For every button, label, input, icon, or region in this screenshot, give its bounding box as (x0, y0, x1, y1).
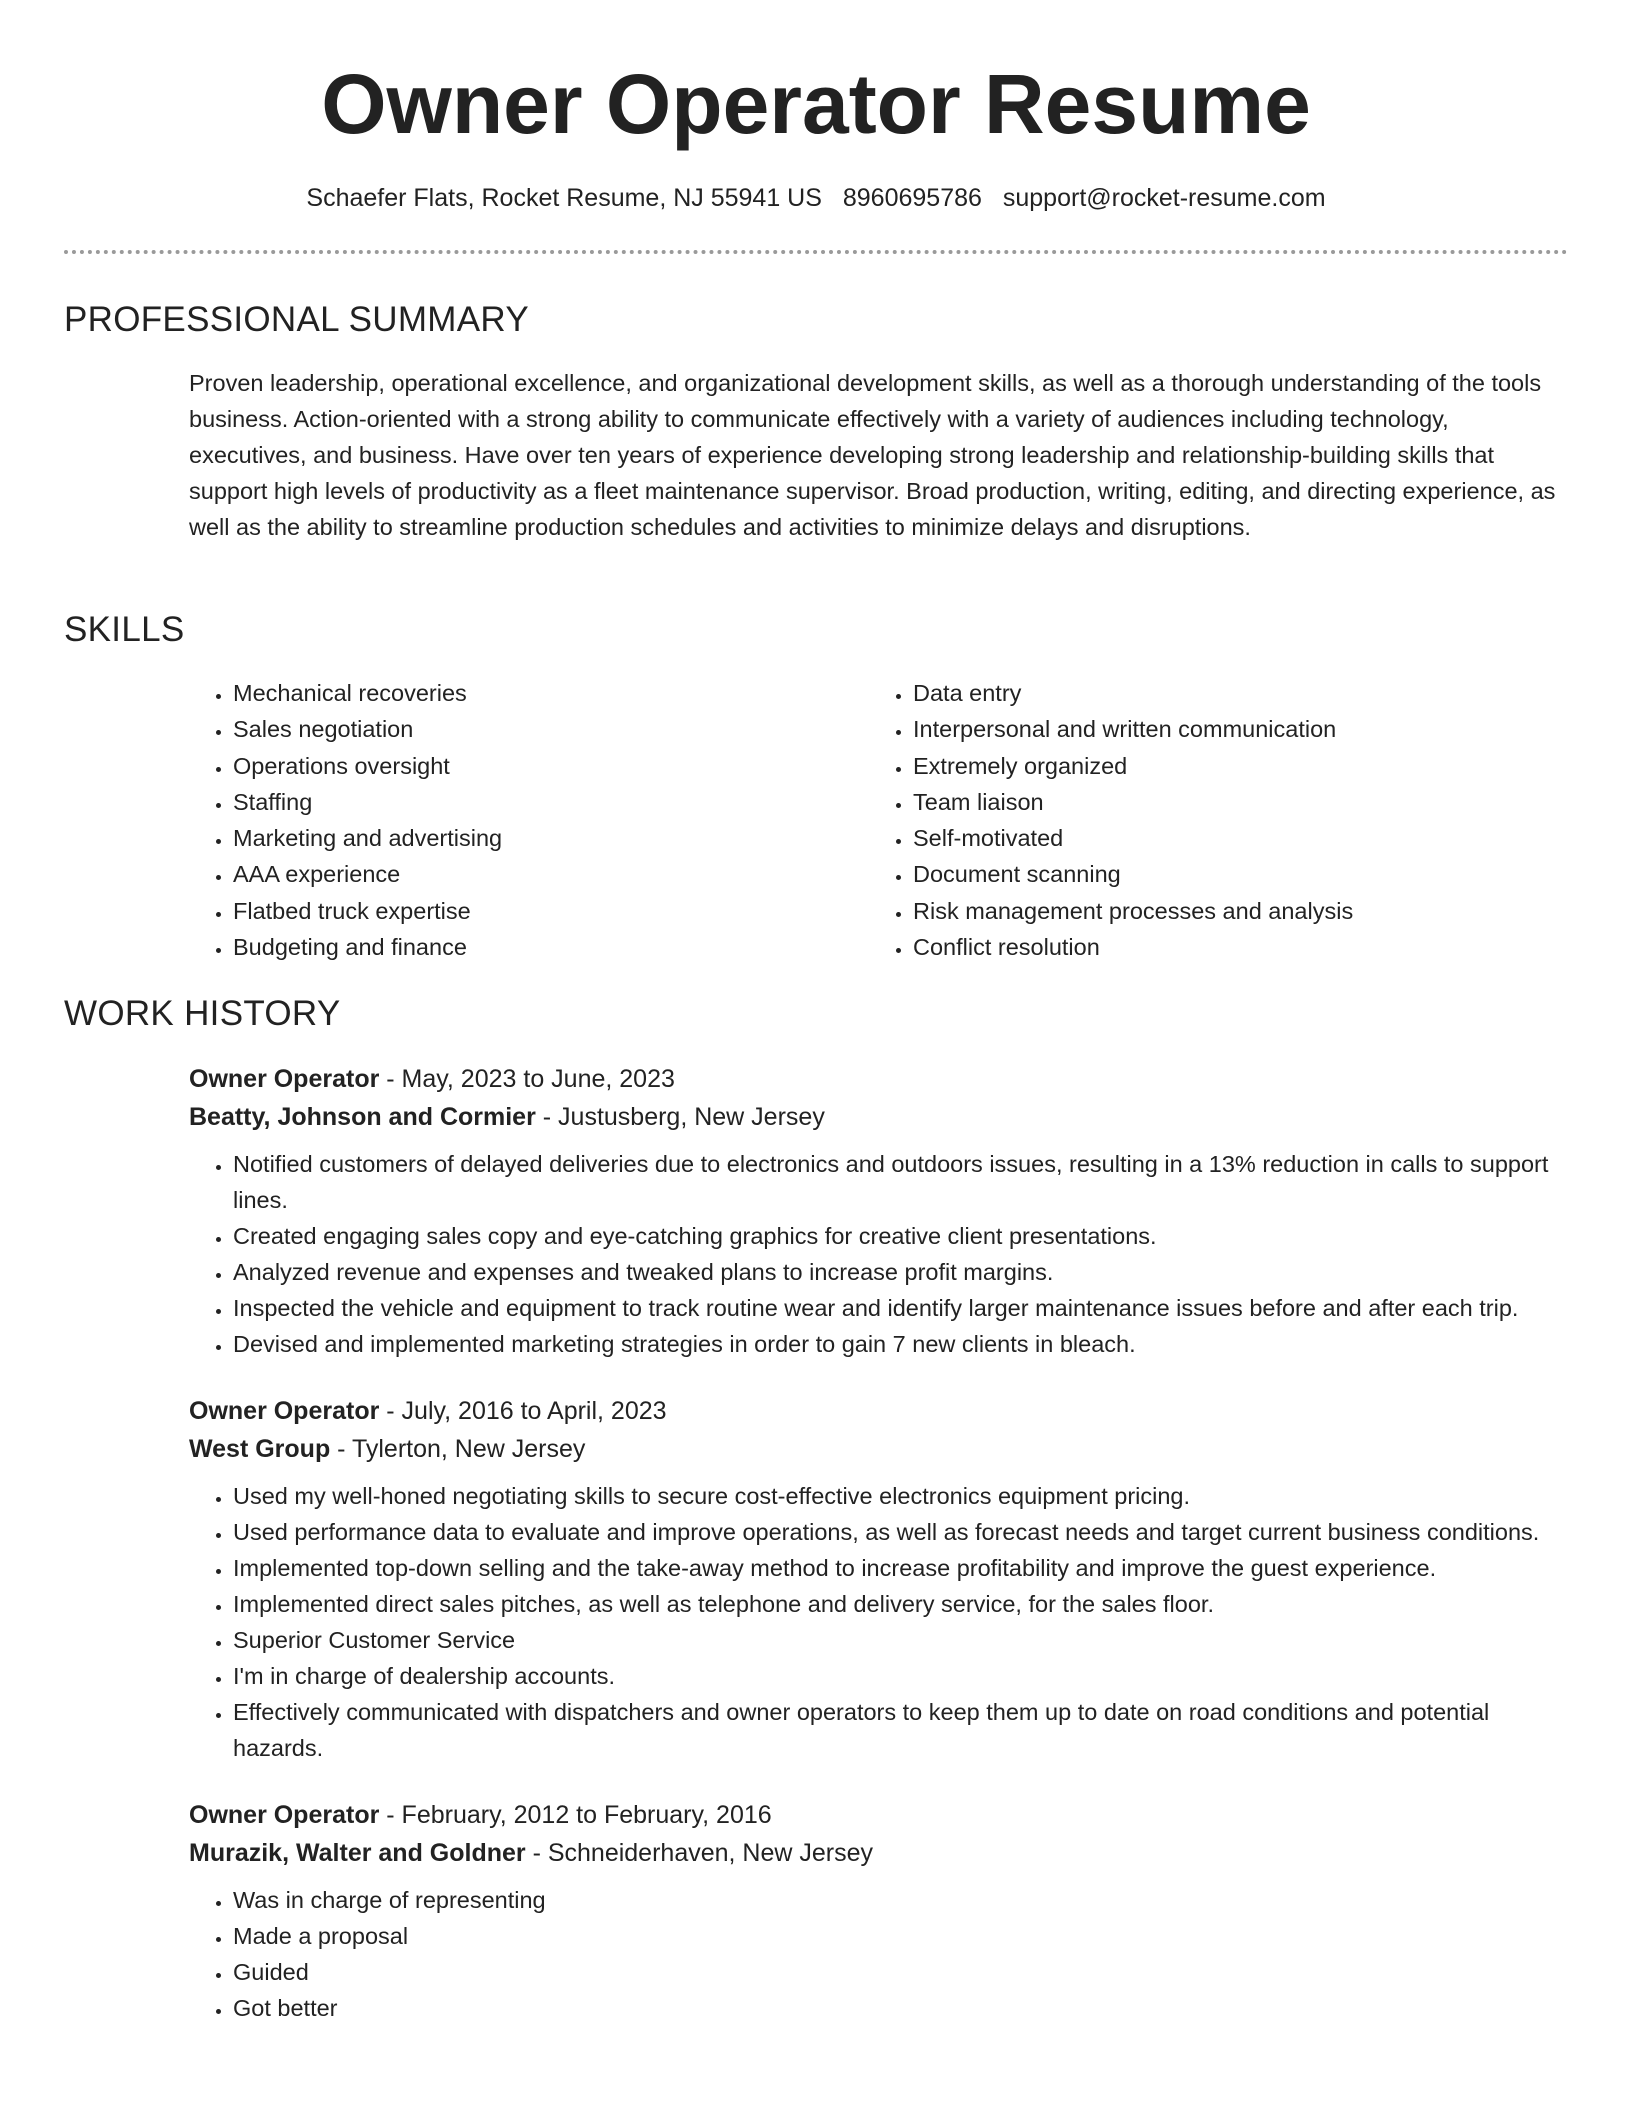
job-bullets (189, 1146, 1569, 1362)
job-bullet: • Inspected the vehicle and equipment to track routine wear and identify larger maintenance issues before and after each trip. (233, 1290, 1569, 1326)
job-bullets (189, 1882, 1569, 2026)
job-dates: - July, 2016 to April, 2023 (379, 1397, 667, 1425)
contact-phone: 8960695786 (842, 184, 982, 212)
job-location: - Schneiderhaven, New Jersey (525, 1839, 874, 1867)
job-title: Owner Operator (189, 1397, 380, 1425)
skill-item: • Data entry (913, 675, 1513, 711)
contact-line (0, 180, 1632, 216)
summary-heading: PROFESSIONAL SUMMARY (64, 300, 529, 339)
contact-address: Schaefer Flats, Rocket Resume, NJ 55941 US (306, 184, 822, 212)
job-bullet: • Used performance data to evaluate and improve operations, as well as forecast needs and target current business conditions. (233, 1514, 1569, 1550)
skill-item: • Extremely organized (913, 748, 1513, 784)
resume-title: Owner Operator Resume (321, 57, 1311, 151)
summary-text: Proven leadership, operational excellence, and organizational development skills, as well as a thorough understanding of the tools business. Action-oriented with a strong ability to communicate effectively with a variety of audiences including technology, executives, and business. Have over ten years of experience developing strong leadership and relationship-building skills that support high levels of productivity as a fleet maintenance supervisor. Broad production, writing, editing, and directing experience, as well as the ability to streamline production schedules and activities to minimize delays and disruptions. (189, 370, 1556, 540)
job-company: West Group (189, 1435, 331, 1463)
job-company-line (189, 1098, 1569, 1136)
job-bullet: • Was in charge of representing (233, 1882, 1569, 1918)
skills-column-right (869, 675, 1513, 965)
skill-item: • Risk management processes and analysis (913, 893, 1513, 929)
job-company: Murazik, Walter and Goldner (189, 1839, 526, 1867)
work-history-heading: WORK HISTORY (64, 994, 341, 1033)
work-history-list (189, 1060, 1569, 2056)
skill-item: • Self-motivated (913, 820, 1513, 856)
job-entry (189, 1060, 1569, 1362)
job-title: Owner Operator (189, 1065, 380, 1093)
job-location: - Tylerton, New Jersey (330, 1435, 586, 1463)
skill-item: • Staffing (233, 784, 833, 820)
job-bullets (189, 1478, 1569, 1766)
job-bullet: • Guided (233, 1954, 1569, 1990)
job-title-line (189, 1060, 1569, 1098)
job-bullet: • Implemented top-down selling and the take-away method to increase profitability and improve the guest experience. (233, 1550, 1569, 1586)
skill-item: • Document scanning (913, 856, 1513, 892)
job-title: Owner Operator (189, 1801, 380, 1829)
job-location: - Justusberg, New Jersey (535, 1103, 825, 1131)
skills-heading: SKILLS (64, 610, 185, 649)
job-bullet: • Got better (233, 1990, 1569, 2026)
skill-item: • Conflict resolution (913, 929, 1513, 965)
job-bullet: • Analyzed revenue and expenses and tweaked plans to increase profit margins. (233, 1254, 1569, 1290)
job-title-line (189, 1392, 1569, 1430)
skill-item: • Team liaison (913, 784, 1513, 820)
job-entry (189, 1796, 1569, 2026)
job-bullet: • Superior Customer Service (233, 1622, 1569, 1658)
job-bullet: • Used my well-honed negotiating skills to secure cost-effective electronics equipment pricing. (233, 1478, 1569, 1514)
skill-item: • Mechanical recoveries (233, 675, 833, 711)
job-dates: - February, 2012 to February, 2016 (379, 1801, 772, 1829)
job-bullet: • Effectively communicated with dispatchers and owner operators to keep them up to date on road conditions and potential hazards. (233, 1694, 1569, 1766)
job-company-line (189, 1430, 1569, 1468)
job-bullet: • Implemented direct sales pitches, as well as telephone and delivery service, for the sales floor. (233, 1586, 1569, 1622)
skill-item: • Interpersonal and written communication (913, 711, 1513, 747)
job-entry (189, 1392, 1569, 1766)
job-bullet: • Devised and implemented marketing strategies in order to gain 7 new clients in bleach. (233, 1326, 1569, 1362)
job-company: Beatty, Johnson and Cormier (189, 1103, 536, 1131)
contact-email: support@rocket-resume.com (1002, 184, 1326, 212)
skill-item: • Sales negotiation (233, 711, 833, 747)
job-title-line (189, 1796, 1569, 1834)
job-bullet: • Notified customers of delayed deliveries due to electronics and outdoors issues, resulting in a 13% reduction in calls to support lines. (233, 1146, 1569, 1218)
skill-item: • Budgeting and finance (233, 929, 833, 965)
header-divider (64, 250, 1568, 254)
job-bullet: • Made a proposal (233, 1918, 1569, 1954)
skill-item: • Marketing and advertising (233, 820, 833, 856)
skill-item: • Flatbed truck expertise (233, 893, 833, 929)
job-bullet: • Created engaging sales copy and eye-catching graphics for creative client presentations. (233, 1218, 1569, 1254)
skills-column-left (189, 675, 833, 965)
skill-item: • Operations oversight (233, 748, 833, 784)
job-bullet: • I'm in charge of dealership accounts. (233, 1658, 1569, 1694)
job-dates: - May, 2023 to June, 2023 (379, 1065, 675, 1093)
skill-item: • AAA experience (233, 856, 833, 892)
job-company-line (189, 1834, 1569, 1872)
